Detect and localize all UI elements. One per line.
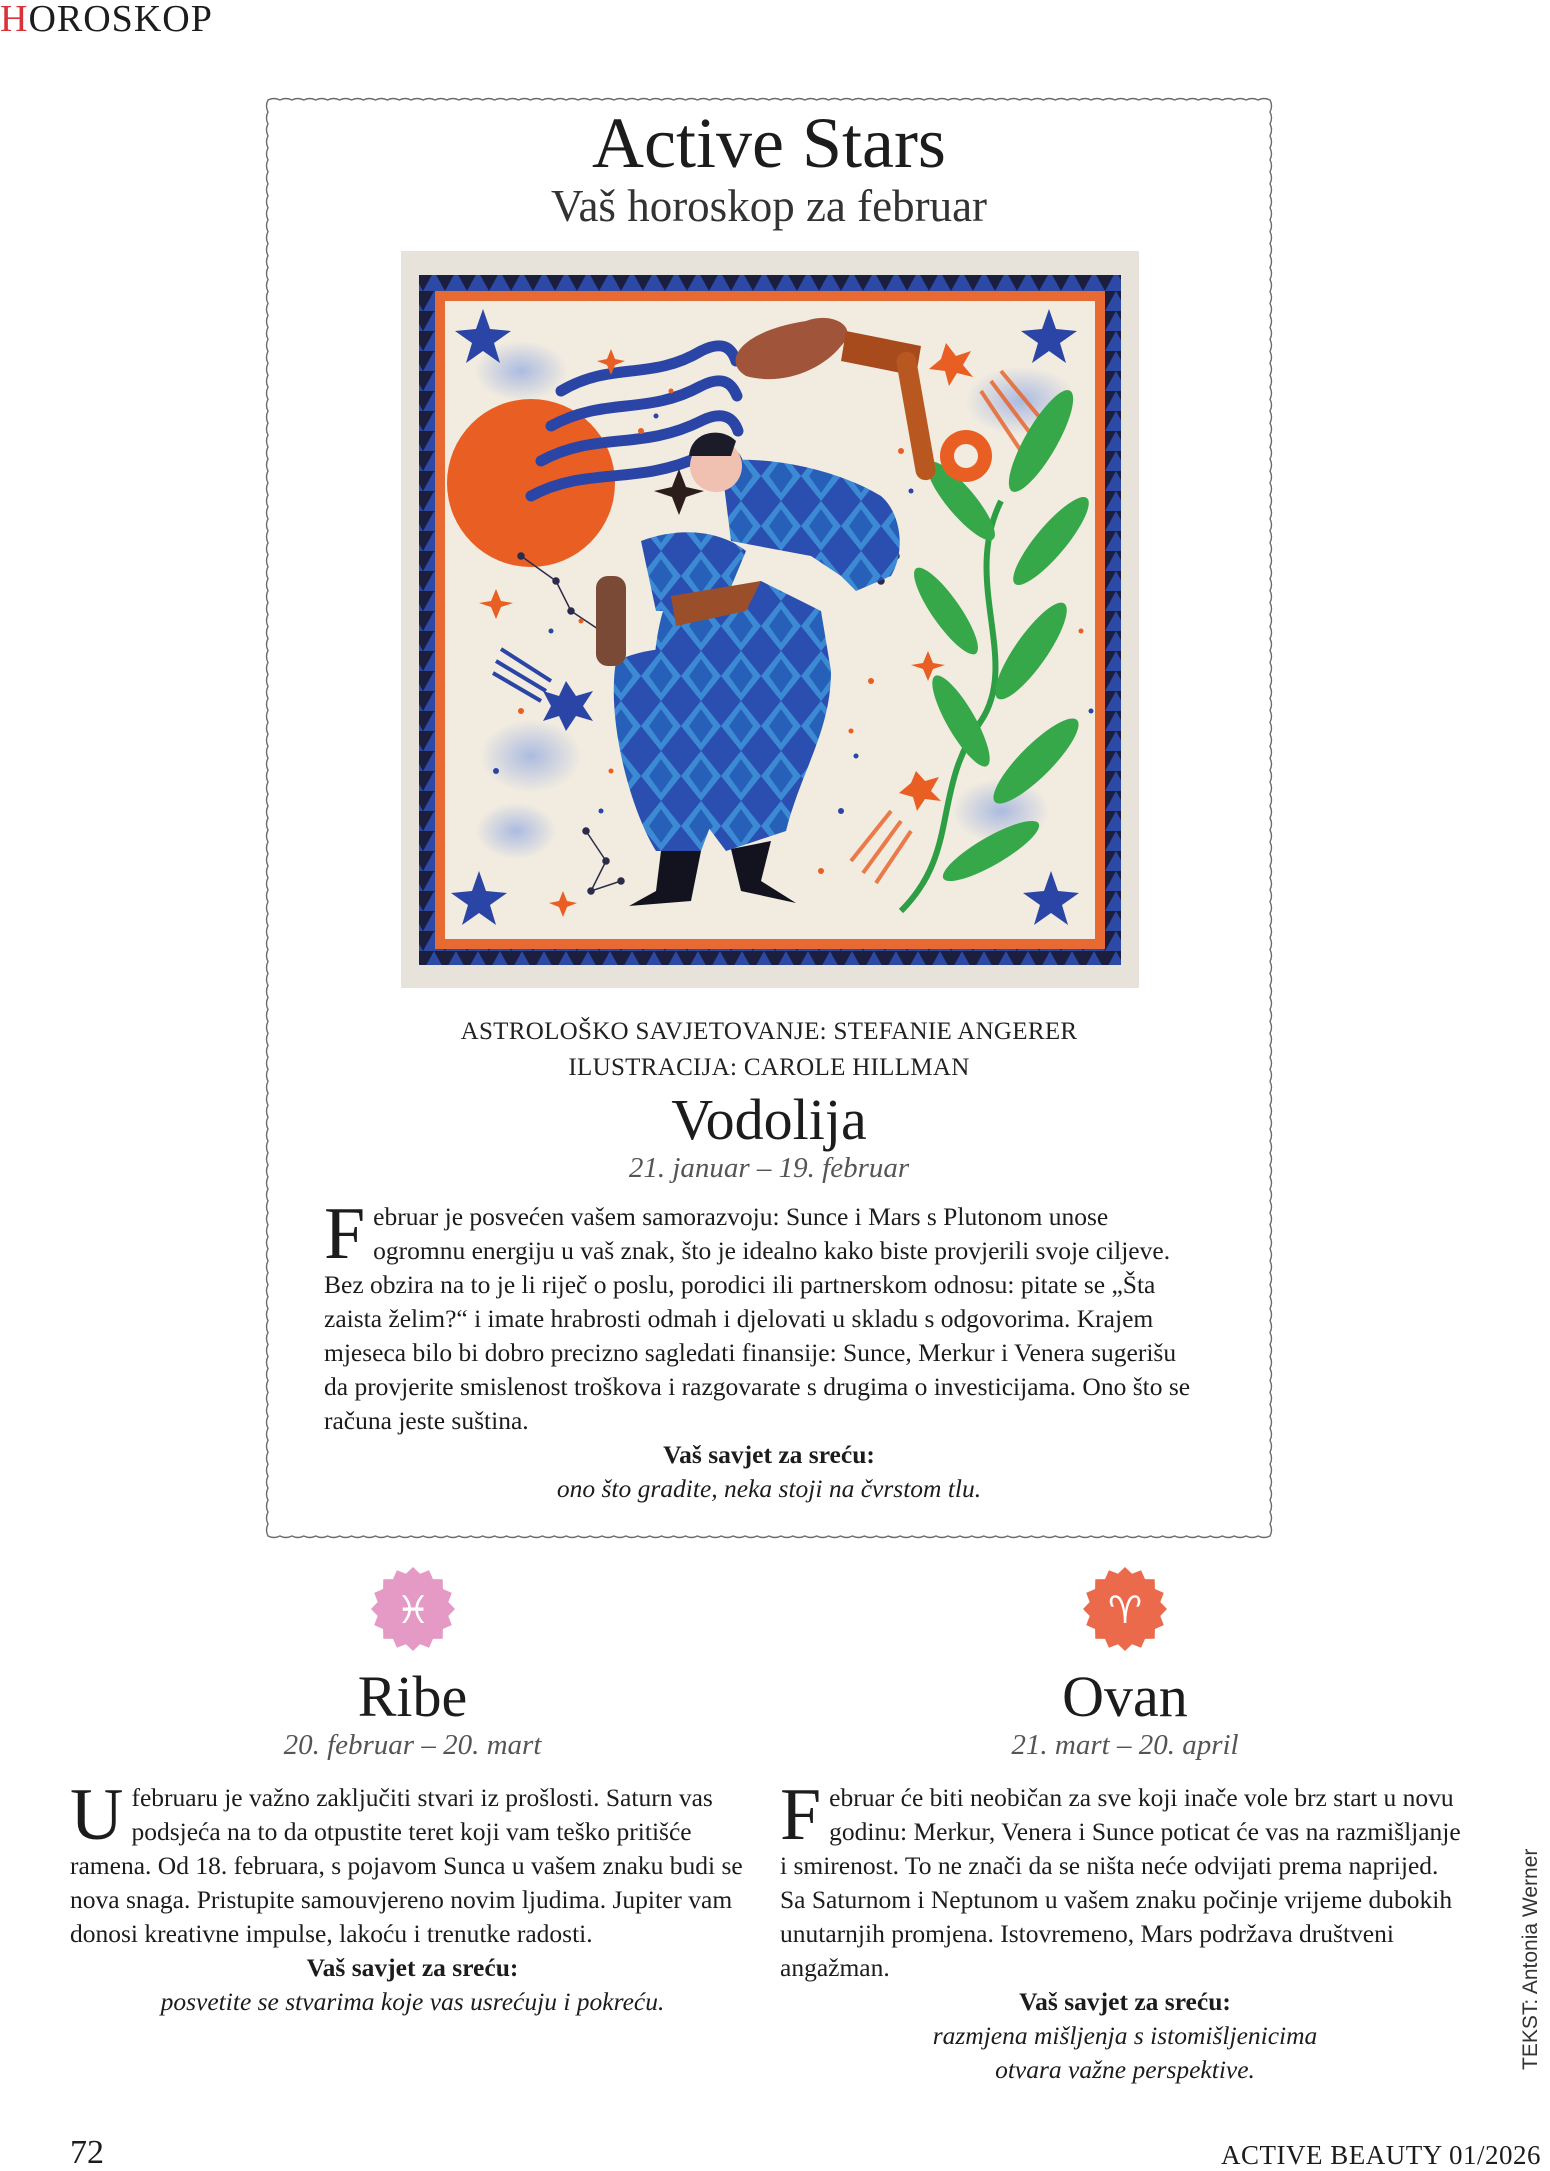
sign-text xyxy=(780,1773,1470,1985)
pisces-icon xyxy=(369,1565,457,1653)
section-label-rest: OROSKOP xyxy=(28,0,213,40)
section-label xyxy=(0,0,213,38)
aquarius-illustration xyxy=(401,251,1139,988)
drop-cap: U xyxy=(70,1773,124,1856)
sign-name: Ovan xyxy=(1062,1664,1188,1729)
pisces-symbol: ♓ xyxy=(395,1588,430,1632)
drop-cap: F xyxy=(780,1773,822,1856)
aries-icon xyxy=(1081,1565,1169,1653)
page-number: 72 xyxy=(70,2134,104,2171)
sign-ovan xyxy=(780,1565,1470,2087)
drop-cap: F xyxy=(324,1192,366,1275)
sign-ribe xyxy=(70,1565,755,2019)
feature-subtitle: Vaš horoskop za februar xyxy=(550,181,988,231)
credit-illustration: ILUSTRACIJA: CAROLE HILLMAN xyxy=(568,1054,970,1081)
section-label-initial: H xyxy=(0,0,29,40)
feature-box xyxy=(264,96,1274,1540)
sign-vodolija xyxy=(324,1087,1214,1506)
sign-name: Ribe xyxy=(357,1664,468,1729)
credits xyxy=(264,1014,1274,1086)
tip-label: Vaš savjet za sreću: xyxy=(663,1439,875,1469)
tip-text: ono što gradite, neka stoji na čvrstom tlu. xyxy=(556,1473,982,1503)
feature-title: Active Stars xyxy=(592,103,946,183)
magazine-issue: ACTIVE BEAUTY 01/2026 xyxy=(1221,2140,1541,2170)
tip-label: Vaš savjet za sreću: xyxy=(306,1952,519,1982)
sign-dates: 21. mart – 20. april xyxy=(1011,1728,1239,1761)
sign-text xyxy=(324,1192,1204,1438)
sign-text xyxy=(70,1773,755,1951)
credit-astrology: ASTROLOŠKO SAVJETOVANJE: STEFANIE ANGERER xyxy=(460,1018,1078,1045)
aries-symbol: ♈ xyxy=(1107,1588,1143,1632)
sign-body: februaru je važno zaključiti stvari iz prošlosti. Saturn vas podsjeća na to da otpustite teret koji vam teško pritišće ramena. Od 18. februara, s pojavom Sunca u vašem znaku budi se nova snaga. Pristupite samouvjereno novim ljudima. Jupiter vam donosi kreativne impulse, lakoću i trenutke radosti. xyxy=(70,1782,743,1948)
sign-dates: 20. februar – 20. mart xyxy=(283,1728,542,1761)
text-credit: TEKST: Antonia Werner xyxy=(1519,1848,1542,2070)
tip-text: posvetite se stvarima koje vas usrećuju i pokreću. xyxy=(160,1986,665,2016)
tip-label: Vaš savjet za sreću: xyxy=(1019,1986,1231,2016)
sign-name: Vodolija xyxy=(671,1087,867,1152)
sign-dates: 21. januar – 19. februar xyxy=(628,1151,910,1184)
sign-body: ebruar će biti neobičan za sve koji inače vole brz start u novu godinu: Merkur, Venera i Sunce poticat će vas na razmišljanje i smirenost. To ne znači da se ništa neće odvijati prema naprijed. Sa Saturnom i Neptunom u vašem znaku počinje vrijeme dubokih unutarnjih promjena. Istovremeno, Mars podržava društveni angažman. xyxy=(780,1782,1461,1982)
sign-body: ebruar je posvećen vašem samorazvoju: Sunce i Mars s Plutonom unose ogromnu energiju u vaš znak, što je idealno kako biste provjerili svoje ciljeve. Bez obzira na to je li riječ o poslu, porodici ili partnerskom odnosu: pitate se „Šta zaista želim?“ i imate hrabrosti odmah i djelovati u skladu s odgovorima. Krajem mjeseca bilo bi dobro precizno sagledati finansije: Sunce, Merkur i Venera sugerišu da provjerite smislenost troškova i razgovarate s drugima o investicijama. Ono što se računa jeste suština. xyxy=(324,1201,1191,1435)
tip-text: razmjena mišljenja s istomišljenicima otvara važne perspektive. xyxy=(932,2020,1318,2084)
